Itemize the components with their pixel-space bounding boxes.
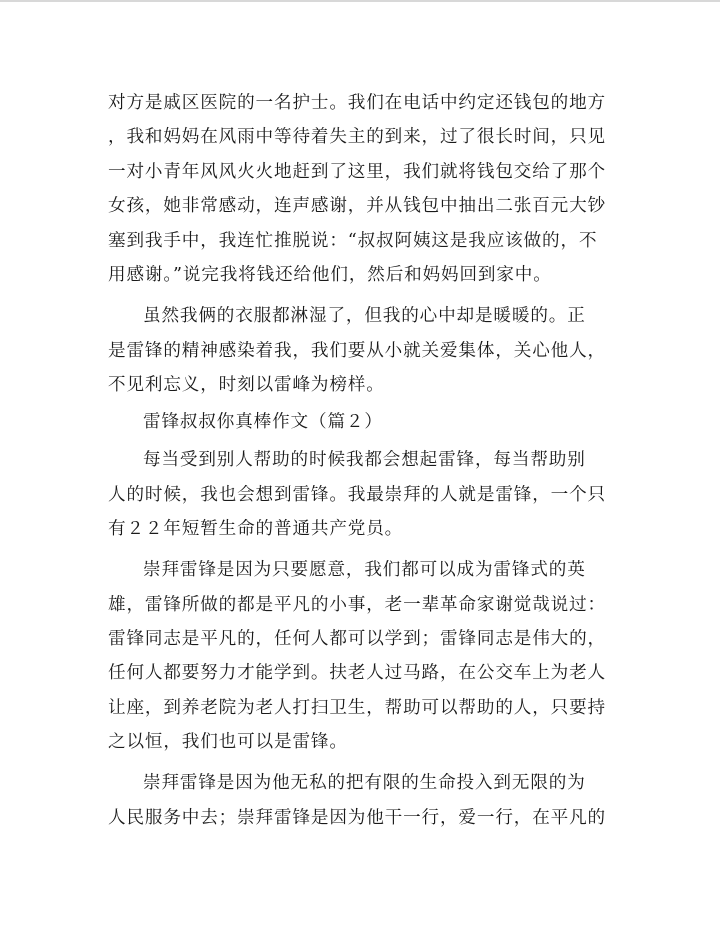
text-line-17: 任何人都要努力才能学到。扶老人过马路，在公交车上为老人 <box>108 663 606 683</box>
text-line-15: 雄，雷锋所做的都是平凡的小事，老一辈革命家谢觉哉说过： <box>108 595 606 615</box>
text-line-1: 对方是戚区医院的一名护士。我们在电话中约定还钱包的地方 <box>108 93 606 113</box>
text-line-9: 不见利忘义，时刻以雷峰为榜样。 <box>108 375 385 395</box>
text-line-4: 女孩，她非常感动，连声感谢，并从钱包中抽出二张百元大钞 <box>108 196 606 216</box>
text-line-21: 人民服务中去；崇拜雷锋是因为他干一行，爱一行，在平凡的 <box>108 808 606 828</box>
text-line-7: 虽然我俩的衣服都淋湿了，但我的心中却是暖暖的。正 <box>143 306 586 326</box>
text-line-5: 塞到我手中，我连忙推脱说：“叔叔阿姨这是我应该做的，不 <box>108 231 598 251</box>
text-line-19: 之以恒，我们也可以是雷锋。 <box>108 732 348 752</box>
text-line-3: 一对小青年风风火火地赶到了这里，我们就将钱包交给了那个 <box>108 162 606 182</box>
text-line-13: 有２２年短暂生命的普通共产党员。 <box>108 519 404 539</box>
text-line-16: 雷锋同志是平凡的，任何人都可以学到；雷锋同志是伟大的， <box>108 629 606 649</box>
text-line-12: 人的时候，我也会想到雷锋。我最崇拜的人就是雷锋，一个只 <box>108 485 606 505</box>
text-line-14: 崇拜雷锋是因为只要愿意，我们都可以成为雷锋式的英 <box>143 560 586 580</box>
section-heading: 雷锋叔叔你真棒作文（篇２） <box>143 412 383 432</box>
page-top-border <box>0 0 720 2</box>
text-line-8: 是雷锋的精神感染着我，我们要从小就关爱集体，关心他人， <box>108 341 606 361</box>
text-line-20: 崇拜雷锋是因为他无私的把有限的生命投入到无限的为 <box>143 773 586 793</box>
text-line-6: 用感谢。”说完我将钱还给他们，然后和妈妈回到家中。 <box>108 265 552 285</box>
text-line-18: 让座，到养老院为老人打扫卫生，帮助可以帮助的人，只要持 <box>108 698 606 718</box>
text-line-2: ，我和妈妈在风雨中等待着失主的到来，过了很长时间，只见 <box>108 127 606 147</box>
text-line-11: 每当受到别人帮助的时候我都会想起雷锋，每当帮助别 <box>143 450 586 470</box>
